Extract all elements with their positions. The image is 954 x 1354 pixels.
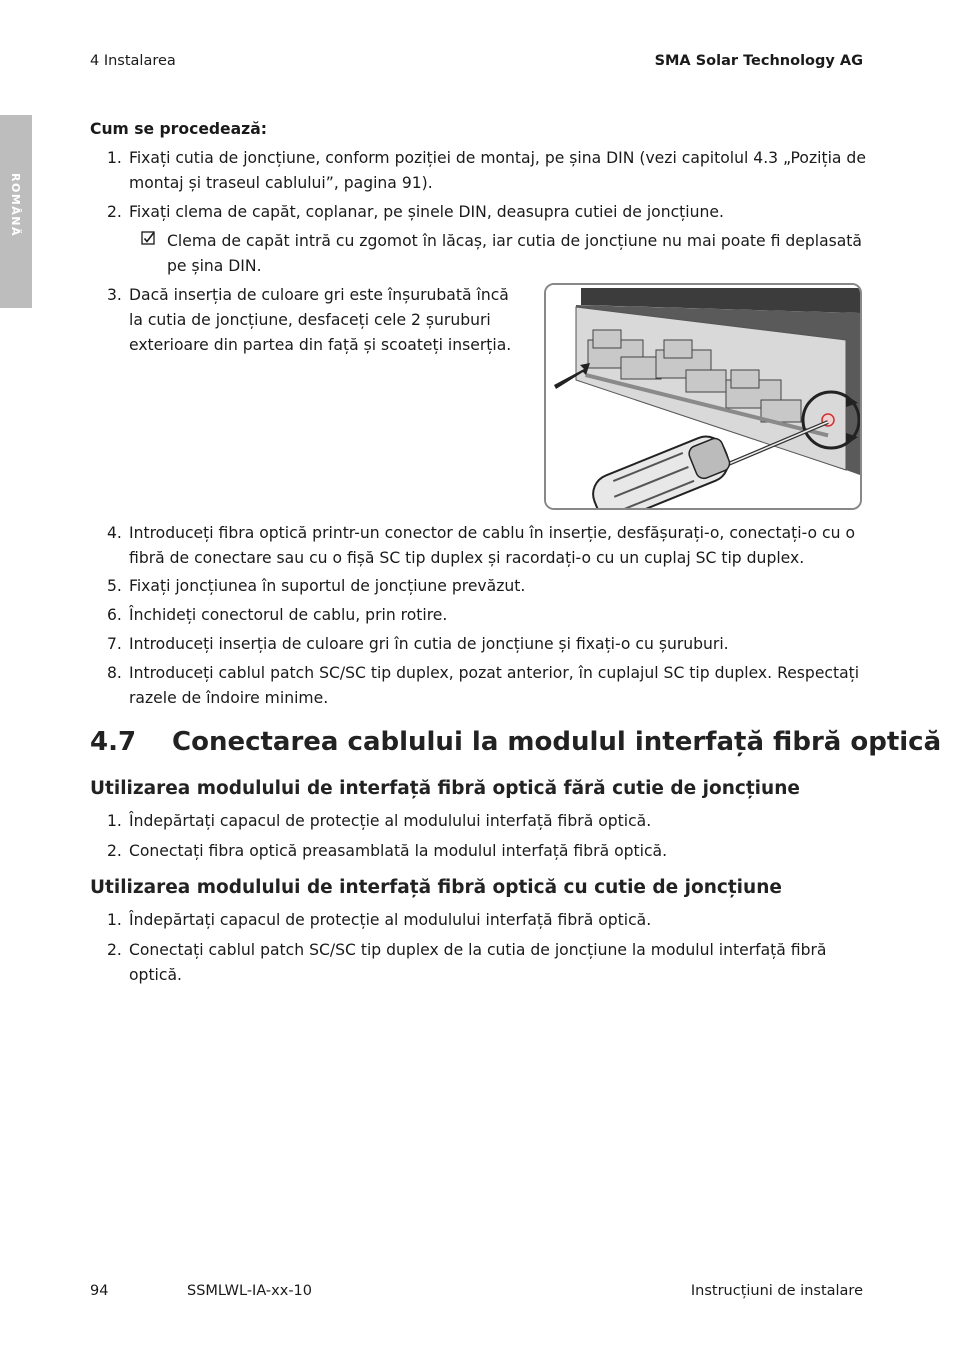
- subsection-a-step-1-number: 1.: [107, 812, 122, 830]
- header-chapter: 4 Instalarea: [90, 53, 176, 69]
- subsection-a-title: Utilizarea modulului de interfață fibră optică fără cutie de joncțiune: [90, 778, 800, 799]
- step-1-text: Fixați cutia de joncțiune, conform poziției de montaj, pe șina DIN (vezi capitolul 4.3 „Poziția de montaj și traseul cablului”, pagina 91).: [129, 149, 866, 192]
- step-7-text: Introduceți inserția de culoare gri în cutia de joncțiune și fixați-o cu șuruburi.: [129, 635, 729, 653]
- subsection-b-step-2-text: Conectați cablul patch SC/SC tip duplex de la cutia de joncțiune la modulul interfață fibră optică.: [129, 941, 827, 984]
- section-heading: [90, 727, 941, 757]
- step-4-text: Introduceți fibra optică printr-un conector de cablu în inserție, desfășurați-o, conectați-o cu o fibră de conectare sau cu o fișă SC tip duplex și racordați-o cu un cuplaj SC tip duplex.: [129, 524, 855, 567]
- subsection-b-step-1-number: 1.: [107, 911, 122, 929]
- step-8-text: Introduceți cablul patch SC/SC tip duplex, pozat anterior, în cuplajul SC tip duplex. Respectați razele de îndoire minime.: [129, 664, 860, 707]
- footer-doc-code: SSMLWL-IA-xx-10: [187, 1283, 313, 1299]
- section-number: 4.7: [90, 727, 137, 757]
- step-1-number: 1.: [107, 149, 122, 167]
- step-5-text: Fixați joncțiunea în suportul de joncțiune prevăzut.: [129, 577, 526, 595]
- step-2-result-text: Clema de capăt intră cu zgomot în lăcaș, iar cutia de joncțiune nu mai poate fi deplasată pe șina DIN.: [167, 232, 862, 275]
- step-2-number: 2.: [107, 203, 122, 221]
- header-company: SMA Solar Technology AG: [654, 53, 863, 69]
- step-7-number: 7.: [107, 635, 122, 653]
- procedure-heading: Cum se procedează:: [90, 120, 267, 138]
- subsection-a-step-2-number: 2.: [107, 842, 122, 860]
- subsection-b-step-1-text: Îndepărtați capacul de protecție al modulului interfață fibră optică.: [129, 911, 652, 929]
- step-4-number: 4.: [107, 524, 122, 542]
- footer-page-number: 94: [90, 1283, 109, 1299]
- subsection-a-step-2-text: Conectați fibra optică preasamblată la modulul interfață fibră optică.: [129, 842, 668, 860]
- step-2-text: Fixați clema de capăt, coplanar, pe șinele DIN, deasupra cutiei de joncțiune.: [129, 203, 724, 221]
- subsection-a-step-1-text: Îndepărtați capacul de protecție al modulului interfață fibră optică.: [129, 812, 652, 830]
- step-5-number: 5.: [107, 577, 122, 595]
- step-6-text: Închideți conectorul de cablu, prin rotire.: [129, 606, 448, 624]
- junction-box-illustration: [544, 283, 862, 510]
- language-side-tab: [0, 115, 32, 308]
- section-title: Conectarea cablului la modulul interfață fibră optică: [172, 727, 942, 757]
- footer-doc-type: Instrucțiuni de instalare: [690, 1283, 863, 1299]
- step-3-text: Dacă inserția de culoare gri este înșurubată încă la cutia de joncțiune, desfaceți cele 2 șuruburi exterioare din partea din față și scoateți inserția.: [129, 286, 512, 354]
- step-6-number: 6.: [107, 606, 122, 624]
- subsection-b-step-2-number: 2.: [107, 941, 122, 959]
- checkbox-checked-icon: [141, 230, 155, 249]
- step-8-number: 8.: [107, 664, 122, 682]
- language-side-tab-label: ROMÂNĂ: [9, 173, 22, 237]
- step-3-number: 3.: [107, 286, 122, 304]
- subsection-b-title: Utilizarea modulului de interfață fibră optică cu cutie de joncțiune: [90, 877, 782, 898]
